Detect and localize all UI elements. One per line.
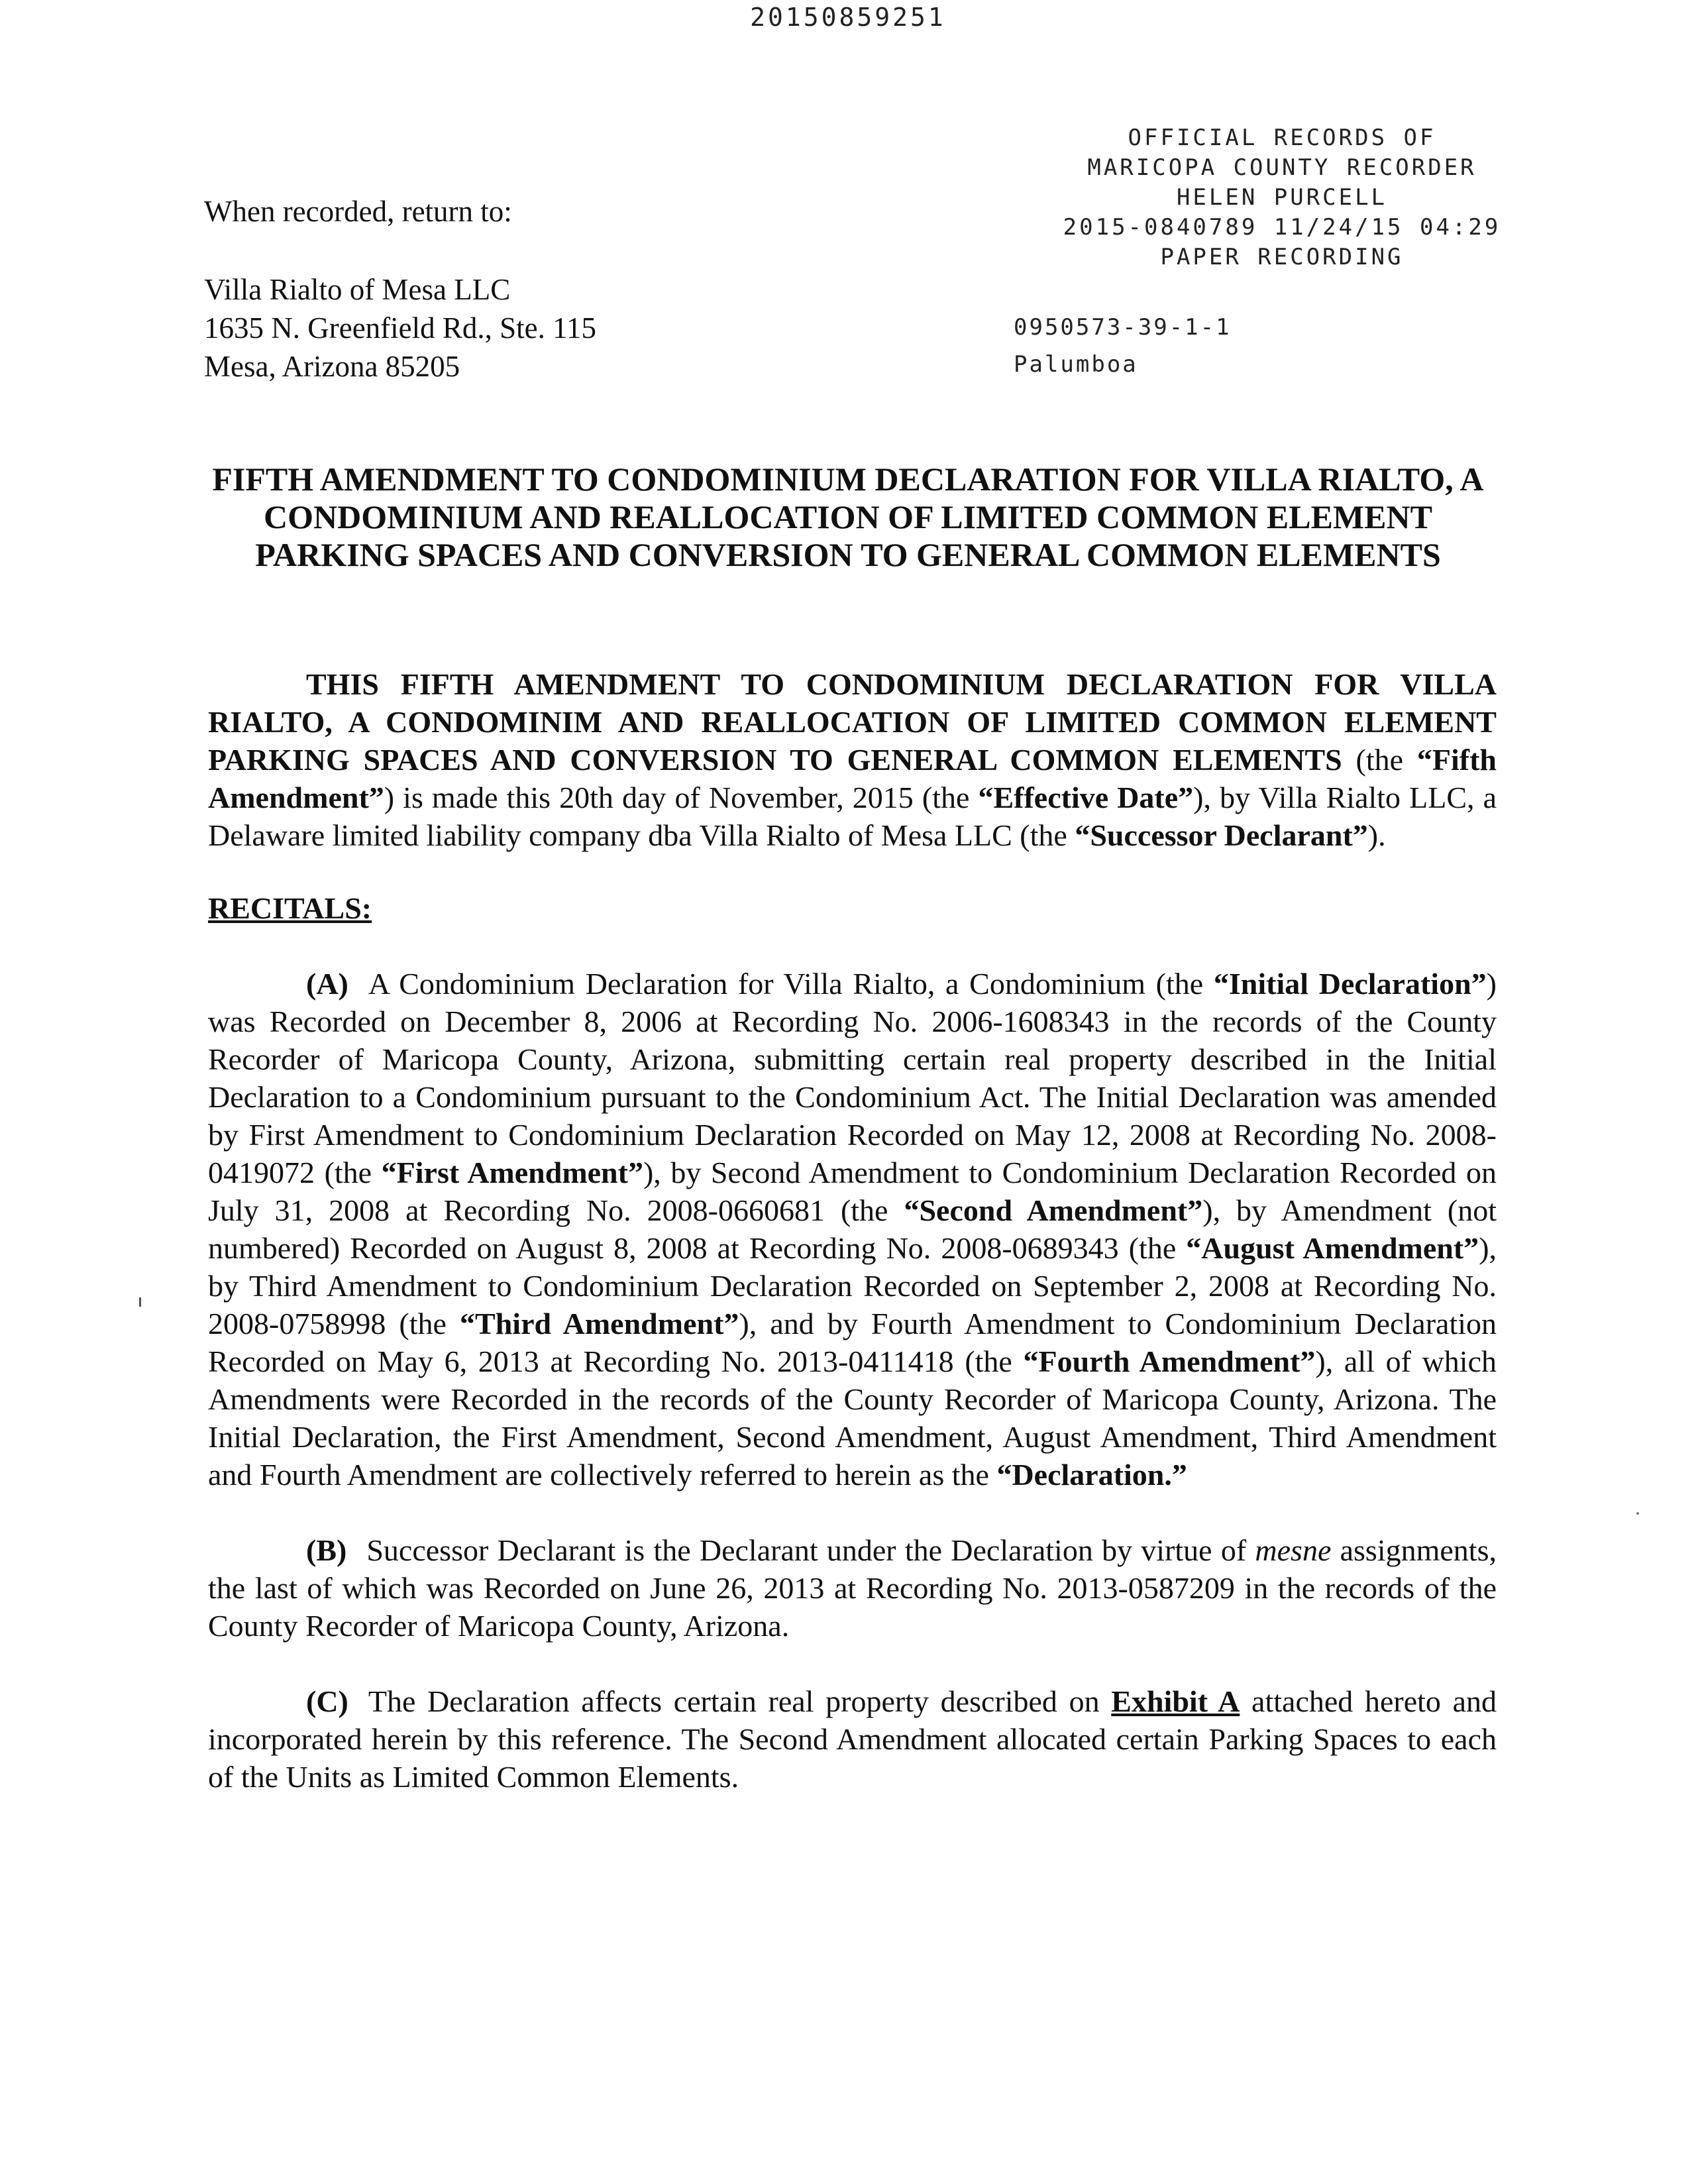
scan-speck: [1636, 1512, 1639, 1515]
defined-term: “August Amendment”: [1186, 1231, 1479, 1265]
italic-term: mesne: [1255, 1533, 1332, 1567]
return-city: Mesa, Arizona 85205: [204, 350, 460, 383]
defined-term: “Effective Date”: [978, 781, 1194, 814]
record-ids: [1014, 309, 1232, 383]
recitals-heading: RECITALS:: [208, 891, 372, 925]
document-body: [208, 665, 1497, 1796]
return-street: 1635 N. Greenfield Rd., Ste. 115: [204, 311, 596, 345]
recital-text: ), by Amendment (not numbered) Recorded on August 8, 2008 at Recording No. 2008-0689343 (the: [208, 1193, 1497, 1265]
defined-term: “Declaration.”: [996, 1458, 1187, 1492]
stamp-line-5: PAPER RECORDING: [1160, 244, 1404, 270]
recital-a: [208, 965, 1497, 1494]
intro-lead: THIS FIFTH AMENDMENT TO CONDOMINIUM DECLARATION FOR VILLA RIALTO, A CONDOMINIM AND REALLOCATION OF LIMITED COMMON ELEMENT PARKING SPACES AND CONVERSION TO GENERAL COMMON ELEMENTS: [208, 667, 1497, 777]
defined-term: “Fourth Amendment”: [1023, 1344, 1316, 1378]
intro-text: (the: [1342, 743, 1417, 777]
recital-text: ), and by Fourth Amendment to Condominium Declaration Recorded on May 6, 2013 at Recording No. 2013-0411418 (the: [208, 1307, 1497, 1378]
record-clerk: Palumboa: [1014, 351, 1138, 378]
return-address: [204, 270, 596, 386]
recital-text: ) was Recorded on December 8, 2006 at Recording No. 2006-1608343 in the records of the County Recorder of Maricopa County, Arizona, submitting certain real property described in the Initial Declaration to a Condominium pursuant to the Condominium Act. The Initial Declaration was amended by First Amendment to Condominium Declaration Recorded on May 12, 2008 at Recording No. 2008-0419072 (the: [208, 967, 1497, 1189]
stamp-line-2: MARICOPA COUNTY RECORDER: [1087, 154, 1477, 181]
recital-label: (A): [306, 967, 348, 1001]
stamp-line-4: 2015-0840789 11/24/15 04:29: [1063, 214, 1501, 241]
recital-text: ), by Second Amendment to Condominium Declaration Recorded on July 31, 2008 at Recording No. 2008-0660681 (the: [208, 1156, 1497, 1227]
recital-text: Successor Declarant is the Declarant under the Declaration by virtue of: [366, 1533, 1255, 1567]
defined-term: “Initial Declaration”: [1213, 967, 1487, 1001]
margin-mark: [139, 1297, 141, 1307]
recital-text: assignments, the last of which was Recorded on June 26, 2013 at Recording No. 2013-0587209 in the records of the County Recorder of Maricopa County, Arizona.: [208, 1533, 1497, 1643]
document-title: FIFTH AMENDMENT TO CONDOMINIUM DECLARATION FOR VILLA RIALTO, A CONDOMINIUM AND REALLOCATION OF LIMITED COMMON ELEMENT PARKING SPACES AND CONVERSION TO GENERAL COMMON ELEMENTS: [212, 461, 1484, 573]
defined-term: “First Amendment”: [381, 1156, 643, 1189]
defined-term: “Third Amendment”: [460, 1307, 739, 1340]
recorder-stamp: [1034, 123, 1530, 272]
exhibit-reference: Exhibit A: [1111, 1684, 1240, 1718]
recital-c: [208, 1682, 1497, 1796]
intro-paragraph: [208, 665, 1497, 854]
intro-text: ), by Villa Rialto LLC, a Delaware limited liability company dba Villa Rialto of Mesa LLC (the: [208, 781, 1497, 852]
stamp-line-1: OFFICIAL RECORDS OF: [1128, 125, 1436, 151]
defined-term: “Successor Declarant”: [1075, 818, 1368, 852]
recital-label: (C): [306, 1684, 348, 1718]
intro-text: ) is made this 20th day of November, 2015 (the: [384, 781, 979, 814]
recital-text: The Declaration affects certain real property described on: [368, 1684, 1112, 1718]
document-number: 20150859251: [750, 3, 946, 32]
return-name: Villa Rialto of Mesa LLC: [204, 273, 511, 306]
intro-text: ).: [1367, 818, 1386, 852]
defined-term: “Fifth Amendment”: [208, 743, 1497, 814]
return-address-block: [204, 192, 596, 386]
record-code: 0950573-39-1-1: [1014, 314, 1232, 341]
return-heading: When recorded, return to:: [204, 195, 512, 228]
recital-text: attached hereto and incorporated herein by this reference. The Second Amendment allocated certain Parking Spaces to each of the Units as Limited Common Elements.: [208, 1684, 1497, 1794]
recital-text: ), all of which Amendments were Recorded in the records of the County Recorder of Maricopa County, Arizona. The Initial Declaration, the First Amendment, Second Amendment, August Amendment, Third Amendment and Fourth Amendment are collectively referred to herein as the: [208, 1344, 1497, 1492]
stamp-line-3: HELEN PURCELL: [1176, 184, 1388, 211]
recital-label: (B): [306, 1533, 347, 1567]
recital-b: [208, 1531, 1497, 1645]
recital-text: ), by Third Amendment to Condominium Declaration Recorded on September 2, 2008 at Recording No. 2008-0758998 (the: [208, 1231, 1497, 1340]
recital-text: A Condominium Declaration for Villa Rialto, a Condominium (the: [368, 967, 1214, 1001]
defined-term: “Second Amendment”: [904, 1193, 1203, 1227]
